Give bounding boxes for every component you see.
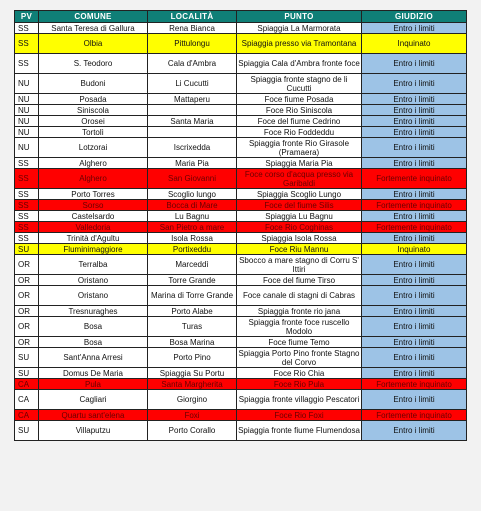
cell-localita <box>148 127 237 138</box>
cell-pv: SU <box>15 421 39 441</box>
table-row <box>15 211 467 222</box>
table-row <box>15 255 467 275</box>
cell-localita: Turas <box>148 317 237 337</box>
table-body <box>15 23 467 441</box>
cell-punto: Spiaggia Cala d'Ambra fronte foce <box>237 54 362 74</box>
cell-pv: OR <box>15 306 39 317</box>
cell-punto: Foce fiume Posada <box>237 94 362 105</box>
table-row <box>15 379 467 390</box>
cell-giudizio: Fortemente inquinato <box>362 222 467 233</box>
cell-punto: Spiaggia Lu Bagnu <box>237 211 362 222</box>
cell-punto: Spiaggia fronte stagno de li Cucutti <box>237 74 362 94</box>
cell-giudizio: Entro i limiti <box>362 317 467 337</box>
cell-giudizio: Entro i limiti <box>362 337 467 348</box>
cell-localita: Bocca di Mare <box>148 200 237 211</box>
header-giudizio: GIUDIZIO <box>362 11 467 23</box>
cell-punto: Foce del fiume Cedrino <box>237 116 362 127</box>
cell-giudizio: Entro i limiti <box>362 74 467 94</box>
cell-giudizio: Entro i limiti <box>362 105 467 116</box>
cell-giudizio: Entro i limiti <box>362 158 467 169</box>
cell-comune: Porto Torres <box>39 189 148 200</box>
cell-comune: Valledoria <box>39 222 148 233</box>
cell-pv: SU <box>15 348 39 368</box>
cell-pv: SS <box>15 211 39 222</box>
cell-giudizio: Fortemente inquinato <box>362 379 467 390</box>
cell-pv: OR <box>15 255 39 275</box>
cell-punto: Foce fiume Temo <box>237 337 362 348</box>
cell-localita <box>148 105 237 116</box>
table-row <box>15 158 467 169</box>
cell-punto: Foce Rio Chia <box>237 368 362 379</box>
table-row <box>15 368 467 379</box>
table-row <box>15 348 467 368</box>
table-row <box>15 54 467 74</box>
cell-pv: SS <box>15 200 39 211</box>
table-row <box>15 23 467 34</box>
cell-punto: Foce corso d'acqua presso via Garibaldi <box>237 169 362 189</box>
cell-giudizio: Entro i limiti <box>362 94 467 105</box>
cell-comune: Domus De Maria <box>39 368 148 379</box>
cell-comune: Bosa <box>39 317 148 337</box>
cell-comune: Tortolì <box>39 127 148 138</box>
cell-comune: Sant'Anna Arresi <box>39 348 148 368</box>
cell-localita: Rena Bianca <box>148 23 237 34</box>
cell-localita: San Giovanni <box>148 169 237 189</box>
cell-pv: SS <box>15 34 39 54</box>
table-row <box>15 169 467 189</box>
cell-localita: Isola Rossa <box>148 233 237 244</box>
table-row <box>15 233 467 244</box>
cell-localita: Portixeddu <box>148 244 237 255</box>
cell-localita: Marceddì <box>148 255 237 275</box>
cell-localita: Spiaggia Su Portu <box>148 368 237 379</box>
cell-comune: Orosei <box>39 116 148 127</box>
cell-comune: Santa Teresa di Gallura <box>39 23 148 34</box>
cell-punto: Spiaggia Maria Pia <box>237 158 362 169</box>
cell-localita: Lu Bagnu <box>148 211 237 222</box>
table-row <box>15 286 467 306</box>
cell-localita: Bosa Marina <box>148 337 237 348</box>
cell-punto: Spiaggia fronte villaggio Pescatori <box>237 390 362 410</box>
cell-comune: Budoni <box>39 74 148 94</box>
table-row <box>15 410 467 421</box>
cell-punto: Spiaggia presso via Tramontana <box>237 34 362 54</box>
cell-comune: Alghero <box>39 158 148 169</box>
cell-giudizio: Entro i limiti <box>362 368 467 379</box>
cell-localita: Foxi <box>148 410 237 421</box>
cell-punto: Foce Rio Foddeddu <box>237 127 362 138</box>
cell-giudizio: Entro i limiti <box>362 390 467 410</box>
cell-localita: Iscrixedda <box>148 138 237 158</box>
table-row <box>15 275 467 286</box>
cell-punto: Spiaggia Scoglio Lungo <box>237 189 362 200</box>
cell-pv: SS <box>15 169 39 189</box>
cell-giudizio: Fortemente inquinato <box>362 410 467 421</box>
cell-giudizio: Entro i limiti <box>362 54 467 74</box>
header-localita: LOCALITÀ <box>148 11 237 23</box>
cell-giudizio: Entro i limiti <box>362 127 467 138</box>
cell-punto: Spiaggia fronte rio jana <box>237 306 362 317</box>
cell-comune: Castelsardo <box>39 211 148 222</box>
cell-comune: Villaputzu <box>39 421 148 441</box>
cell-localita: Giorgino <box>148 390 237 410</box>
cell-pv: OR <box>15 275 39 286</box>
cell-comune: Siniscola <box>39 105 148 116</box>
cell-punto: Spiaggia fronte fiume Flumendosa <box>237 421 362 441</box>
cell-comune: Pula <box>39 379 148 390</box>
cell-comune: S. Teodoro <box>39 54 148 74</box>
cell-punto: Foce Rio Pula <box>237 379 362 390</box>
cell-localita: Pittulongu <box>148 34 237 54</box>
table-row <box>15 74 467 94</box>
header-row <box>15 11 467 23</box>
cell-pv: SS <box>15 233 39 244</box>
table-row <box>15 189 467 200</box>
cell-localita: Cala d'Ambra <box>148 54 237 74</box>
cell-pv: SS <box>15 222 39 233</box>
table-row <box>15 116 467 127</box>
table-container <box>14 10 466 441</box>
cell-pv: CA <box>15 390 39 410</box>
cell-localita: Scoglio lungo <box>148 189 237 200</box>
cell-comune: Olbia <box>39 34 148 54</box>
cell-comune: Oristano <box>39 286 148 306</box>
cell-punto: Spiaggia Isola Rossa <box>237 233 362 244</box>
cell-punto: Foce Rio Coghinas <box>237 222 362 233</box>
header-comune: COMUNE <box>39 11 148 23</box>
cell-pv: NU <box>15 94 39 105</box>
cell-pv: NU <box>15 105 39 116</box>
table-row <box>15 200 467 211</box>
table-row <box>15 390 467 410</box>
table-row <box>15 337 467 348</box>
table-row <box>15 94 467 105</box>
cell-pv: SS <box>15 158 39 169</box>
cell-giudizio: Entro i limiti <box>362 348 467 368</box>
cell-pv: NU <box>15 138 39 158</box>
cell-punto: Foce Riu Mannu <box>237 244 362 255</box>
cell-pv: SS <box>15 54 39 74</box>
cell-giudizio: Entro i limiti <box>362 116 467 127</box>
table-row <box>15 421 467 441</box>
cell-punto: Foce Rio Siniscola <box>237 105 362 116</box>
table-row <box>15 222 467 233</box>
table-row <box>15 306 467 317</box>
cell-comune: Quartu sant'elena <box>39 410 148 421</box>
cell-giudizio: Entro i limiti <box>362 421 467 441</box>
cell-comune: Trinità d'Agultu <box>39 233 148 244</box>
cell-punto: Spiaggia fronte Rio Girasole (Pramaera) <box>237 138 362 158</box>
cell-pv: OR <box>15 317 39 337</box>
cell-punto: Spiaggia La Marmorata <box>237 23 362 34</box>
cell-comune: Oristano <box>39 275 148 286</box>
cell-pv: CA <box>15 379 39 390</box>
cell-punto: Foce canale di stagni di Cabras <box>237 286 362 306</box>
cell-localita: Porto Pino <box>148 348 237 368</box>
cell-comune: Tresnuraghes <box>39 306 148 317</box>
cell-giudizio: Inquinato <box>362 244 467 255</box>
water-quality-table <box>14 10 467 441</box>
cell-punto: Spiaggia Porto Pino fronte Stagno del Corvo <box>237 348 362 368</box>
cell-pv: CA <box>15 410 39 421</box>
table-row <box>15 105 467 116</box>
header-punto: PUNTO <box>237 11 362 23</box>
cell-giudizio: Entro i limiti <box>362 255 467 275</box>
cell-punto: Sbocco a mare stagno di Corru S' Ittiri <box>237 255 362 275</box>
cell-comune: Cagliari <box>39 390 148 410</box>
cell-giudizio: Entro i limiti <box>362 189 467 200</box>
table-row <box>15 127 467 138</box>
cell-punto: Foce Rio Foxi <box>237 410 362 421</box>
cell-comune: Lotzorai <box>39 138 148 158</box>
cell-localita: Mattaperu <box>148 94 237 105</box>
cell-pv: SS <box>15 23 39 34</box>
cell-localita: Porto Corallo <box>148 421 237 441</box>
cell-localita: San Pietro a mare <box>148 222 237 233</box>
cell-localita: Torre Grande <box>148 275 237 286</box>
cell-giudizio: Fortemente inquinato <box>362 169 467 189</box>
cell-comune: Alghero <box>39 169 148 189</box>
cell-pv: NU <box>15 116 39 127</box>
cell-giudizio: Inquinato <box>362 34 467 54</box>
cell-comune: Sorso <box>39 200 148 211</box>
cell-punto: Foce del fiume Tirso <box>237 275 362 286</box>
cell-localita: Santa Maria <box>148 116 237 127</box>
cell-giudizio: Entro i limiti <box>362 286 467 306</box>
table-row <box>15 317 467 337</box>
cell-localita: Santa Margherita <box>148 379 237 390</box>
table-row <box>15 138 467 158</box>
cell-localita: Maria Pia <box>148 158 237 169</box>
cell-punto: Spiaggia fronte foce ruscello Modolo <box>237 317 362 337</box>
cell-giudizio: Entro i limiti <box>362 275 467 286</box>
cell-localita: Marina di Torre Grande <box>148 286 237 306</box>
cell-comune: Posada <box>39 94 148 105</box>
cell-pv: SU <box>15 368 39 379</box>
cell-giudizio: Fortemente inquinato <box>362 200 467 211</box>
cell-pv: NU <box>15 127 39 138</box>
cell-giudizio: Entro i limiti <box>362 23 467 34</box>
cell-pv: OR <box>15 286 39 306</box>
cell-pv: SS <box>15 189 39 200</box>
cell-pv: SU <box>15 244 39 255</box>
cell-localita: Porto Alabe <box>148 306 237 317</box>
cell-pv: NU <box>15 74 39 94</box>
cell-comune: Fluminimaggiore <box>39 244 148 255</box>
cell-giudizio: Entro i limiti <box>362 211 467 222</box>
cell-comune: Bosa <box>39 337 148 348</box>
cell-giudizio: Entro i limiti <box>362 138 467 158</box>
cell-giudizio: Entro i limiti <box>362 306 467 317</box>
table-row <box>15 34 467 54</box>
cell-pv: OR <box>15 337 39 348</box>
header-pv: PV <box>15 11 39 23</box>
table-row <box>15 244 467 255</box>
cell-localita: Li Cucutti <box>148 74 237 94</box>
cell-comune: Terralba <box>39 255 148 275</box>
cell-giudizio: Entro i limiti <box>362 233 467 244</box>
cell-punto: Foce del fiume Silis <box>237 200 362 211</box>
